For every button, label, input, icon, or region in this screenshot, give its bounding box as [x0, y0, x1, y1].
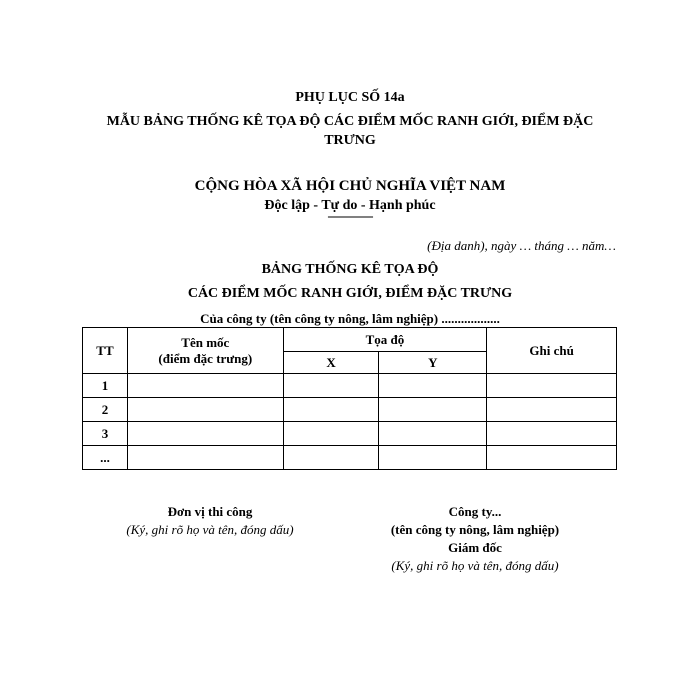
signature-block-company: [355, 503, 595, 575]
cell-note: [487, 422, 617, 446]
header-divider: ---------------: [327, 209, 373, 223]
cell-y: [379, 446, 487, 470]
header-name-line2: (điểm đặc trưng): [158, 350, 253, 366]
table-title-line-1: BẢNG THỐNG KÊ TỌA ĐỘ: [261, 262, 439, 277]
table-row: [83, 374, 617, 398]
table-title-line-2: CÁC ĐIỂM MỐC RANH GIỚI, ĐIỂM ĐẶC TRƯNG: [187, 286, 513, 301]
table-row: [83, 398, 617, 422]
place-date-line: (Địa danh), ngày … tháng … năm…: [427, 238, 616, 253]
header-x: X: [283, 352, 379, 374]
row-number: 3: [83, 422, 128, 446]
company-line: Của công ty (tên công ty nông, lâm nghiệp) ..................: [200, 311, 500, 326]
form-title: MẪU BẢNG THỐNG KÊ TỌA ĐỘ CÁC ĐIỂM MỐC RANH GIỚI, ĐIỂM ĐẶC TRƯNG: [106, 114, 594, 148]
signature-left-note: (Ký, ghi rõ họ và tên, đóng dấu): [126, 522, 294, 537]
cell-x: [283, 374, 379, 398]
cell-x: [283, 446, 379, 470]
cell-x: [283, 422, 379, 446]
cell-name: [127, 398, 283, 422]
header-name: [127, 328, 283, 374]
cell-y: [379, 422, 487, 446]
table-header-row: [83, 328, 617, 352]
signature-right-role: Giám đốc: [448, 540, 502, 555]
cell-y: [379, 374, 487, 398]
signature-right-sub: (tên công ty nông, lâm nghiệp): [390, 522, 560, 537]
row-number: ...: [83, 446, 128, 470]
header-coords: Tọa độ: [283, 328, 487, 352]
cell-y: [379, 398, 487, 422]
header-tt: TT: [83, 328, 128, 374]
cell-name: [127, 422, 283, 446]
header-name-line1: Tên mốc: [181, 334, 230, 350]
row-number: 1: [83, 374, 128, 398]
cell-x: [283, 398, 379, 422]
cell-note: [487, 398, 617, 422]
signature-right-title: Công ty...: [448, 504, 502, 519]
cell-note: [487, 374, 617, 398]
signature-left-title: Đơn vị thi công: [167, 504, 253, 519]
national-motto: Độc lập - Tự do - Hạnh phúc: [264, 198, 436, 213]
table-row: [83, 422, 617, 446]
national-name: CỘNG HÒA XÃ HỘI CHỦ NGHĨA VIỆT NAM: [194, 178, 506, 194]
header-y: Y: [379, 352, 487, 374]
signature-right-note: (Ký, ghi rõ họ và tên, đóng dấu): [391, 558, 559, 573]
header-note: Ghi chú: [487, 328, 617, 374]
signature-block-contractor: [100, 503, 320, 539]
table-row: [83, 446, 617, 470]
row-number: 2: [83, 398, 128, 422]
appendix-label: PHỤ LỤC SỐ 14a: [295, 90, 405, 105]
cell-name: [127, 446, 283, 470]
cell-name: [127, 374, 283, 398]
coordinates-table: [82, 327, 617, 470]
cell-note: [487, 446, 617, 470]
